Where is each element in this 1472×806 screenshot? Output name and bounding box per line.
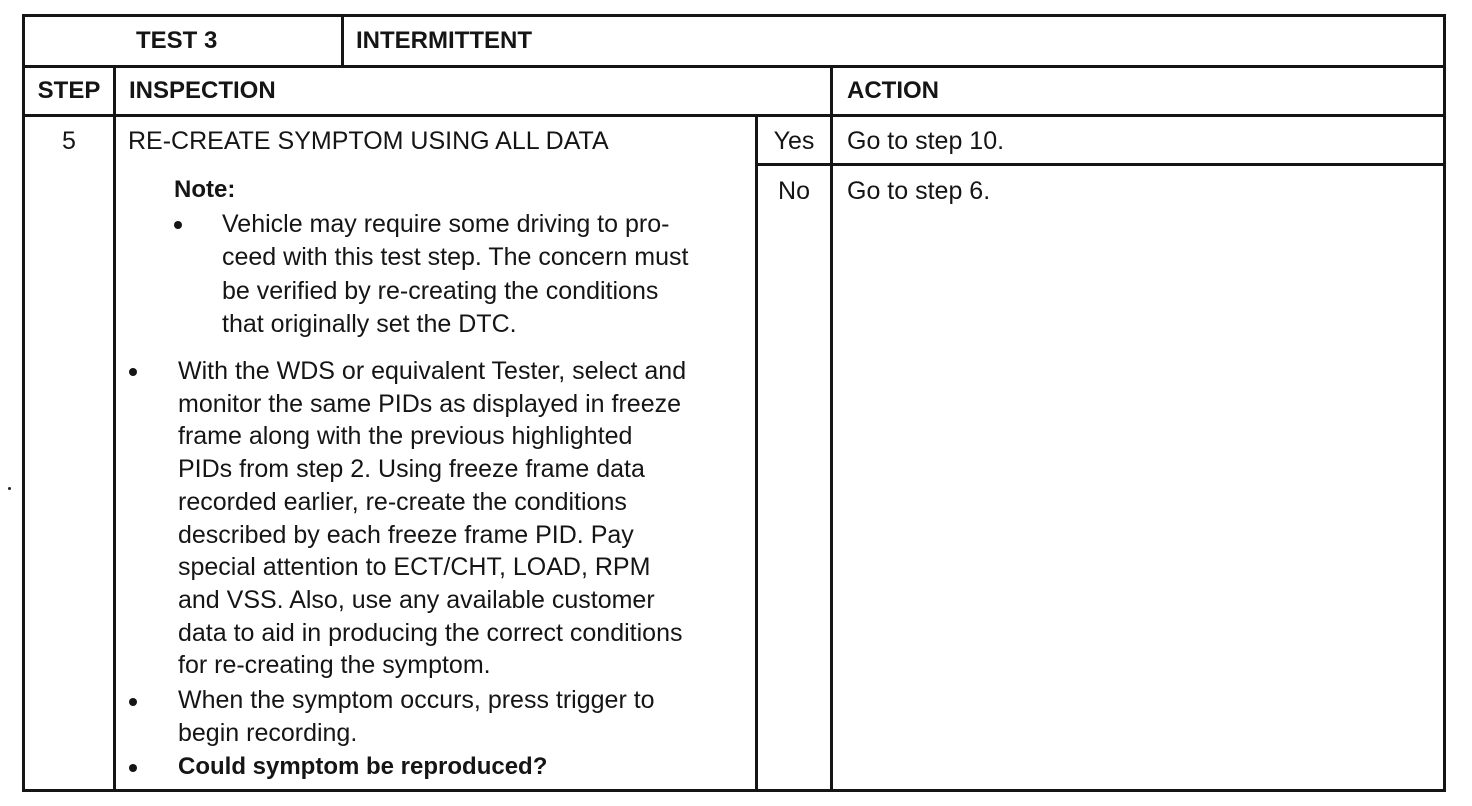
note-line: that originally set the DTC. [222,310,517,339]
yes-answer-action: Go to step 10. [847,127,1005,155]
instruction-line: PIDs from step 2. Using freeze frame data [178,455,645,484]
header-row-divider [22,65,1446,68]
instruction-line: monitor the same PIDs as displayed in freeze [178,389,682,418]
note-line: ceed with this test step. The concern must [222,243,689,272]
table-border-right [1443,14,1446,792]
inspection-bullet [129,698,137,706]
note-line: be verified by re-creating the conditions [222,276,659,305]
note-bullet [174,221,182,229]
instruction-line: When the symptom occurs, press trigger to [178,686,655,714]
test-name: INTERMITTENT [356,27,532,54]
note-heading: Note: [174,176,236,203]
inspection-bullet [129,764,137,772]
yes-no-divider [755,163,1446,166]
recording-instruction [178,684,655,749]
instruction-line: With the WDS or equivalent Tester, select and [178,357,687,385]
column-header-divider [22,114,1446,117]
note-text [222,208,688,342]
note-line: Vehicle may require some driving to pro- [222,210,670,238]
instruction-line: frame along with the previous highlighted [178,422,633,451]
answer-column-divider [755,114,758,792]
step-number: 5 [62,127,76,155]
table-border-top [22,14,1446,17]
no-answer-label: No [778,177,810,205]
inspection-step-title: RE-CREATE SYMPTOM USING ALL DATA [128,127,609,155]
action-column-header: ACTION [847,77,939,104]
step-column-divider [113,65,116,792]
inspection-instruction [178,355,686,682]
instruction-line: special attention to ECT/CHT, LOAD, RPM [178,553,651,582]
table-border-bottom [22,789,1446,792]
instruction-line: for re-creating the symptom. [178,651,491,680]
inspection-column-header: INSPECTION [129,77,276,104]
action-column-divider [830,65,833,792]
instruction-line: and VSS. Also, use any available customer [178,585,655,614]
scan-speck [8,487,11,490]
yes-answer-label: Yes [773,127,815,155]
instruction-line: begin recording. [178,718,358,747]
instruction-line: described by each freeze frame PID. Pay [178,520,634,549]
test-title-divider [341,14,344,68]
no-answer-action: Go to step 6. [847,177,991,205]
instruction-line: recorded earlier, re-create the conditions [178,487,627,516]
step-column-header: STEP [37,77,101,104]
test-label: TEST 3 [136,27,218,54]
inspection-bullet [129,368,137,376]
instruction-line: data to aid in producing the correct conditions [178,618,683,647]
reproduction-question: Could symptom be reproduced? [178,753,548,780]
